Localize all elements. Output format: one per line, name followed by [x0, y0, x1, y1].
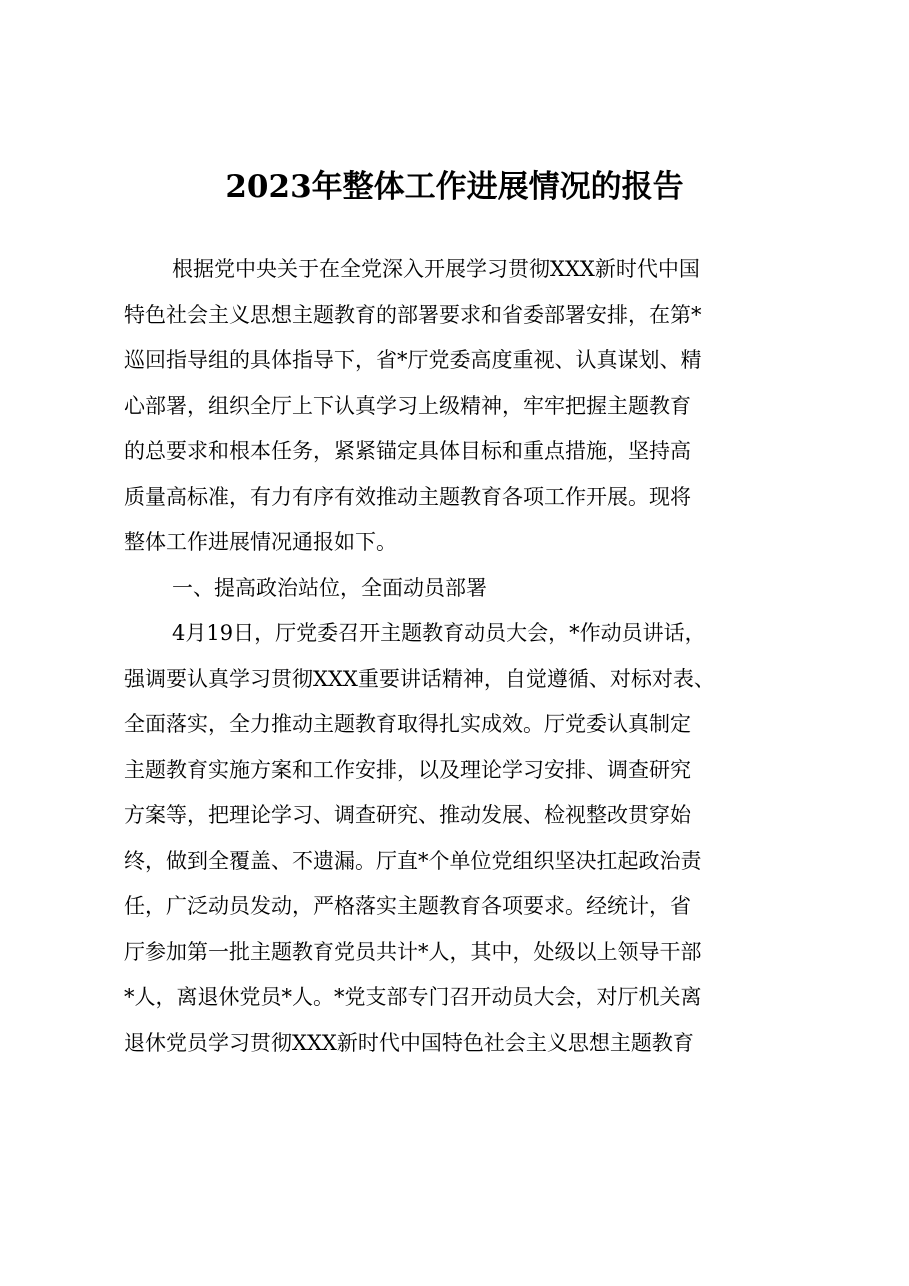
- paragraph-2: [124, 611, 796, 1066]
- text-line: 整体工作进展情况通报如下。: [124, 530, 397, 554]
- text-line: 强调要认真学习贯彻XXX重要讲话精神，自觉遵循、对标对表、: [124, 666, 715, 691]
- section-heading: 一、提高政治站位，全面动员部署: [172, 575, 487, 600]
- text-line: 4月19日，厅党委召开主题教育动员大会，*作动员讲话，: [172, 621, 706, 645]
- text-line: 巡回指导组的具体指导下，省*厅党委高度重视、认真谋划、精: [124, 348, 702, 372]
- text-line: 退休党员学习贯彻XXX新时代中国特色社会主义思想主题教育: [124, 1030, 694, 1055]
- text-line: 特色社会主义思想主题教育的部署要求和省委部署安排，在第*: [124, 302, 702, 327]
- text-line: 根据党中央关于在全党深入开展学习贯彻XXX新时代中国: [172, 257, 700, 281]
- text-line: 厅参加第一批主题教育党员共计*人，其中，处级以上领导干部: [124, 939, 702, 964]
- text-line: 心部署，组织全厅上下认真学习上级精神，牢牢把握主题教育: [124, 393, 691, 418]
- paragraph-1: [124, 247, 796, 566]
- text-line: 方案等，把理论学习、调查研究、推动发展、检视整改贯穿始: [124, 803, 691, 827]
- text-line: 质量高标准，有力有序有效推动主题教育各项工作开展。现将: [124, 484, 691, 509]
- text-line: 终，做到全覆盖、不遗漏。厅直*个单位党组织坚决扛起政治责: [124, 848, 702, 873]
- text-line: 任，广泛动员发动，严格落实主题教育各项要求。经统计，省: [124, 894, 691, 918]
- text-line: 全面落实，全力推动主题教育取得扎实成效。厅党委认真制定: [124, 712, 691, 736]
- text-line: *人，离退休党员*人。*党支部专门召开动员大会，对厅机关离: [124, 985, 702, 1009]
- document-body: [124, 247, 796, 1066]
- document-title: 2023年整体工作进展情况的报告: [225, 169, 684, 205]
- text-line: 主题教育实施方案和工作安排，以及理论学习安排、调查研究: [124, 757, 691, 782]
- text-line: 的总要求和根本任务，紧紧锚定具体目标和重点措施，坚持高: [124, 439, 691, 463]
